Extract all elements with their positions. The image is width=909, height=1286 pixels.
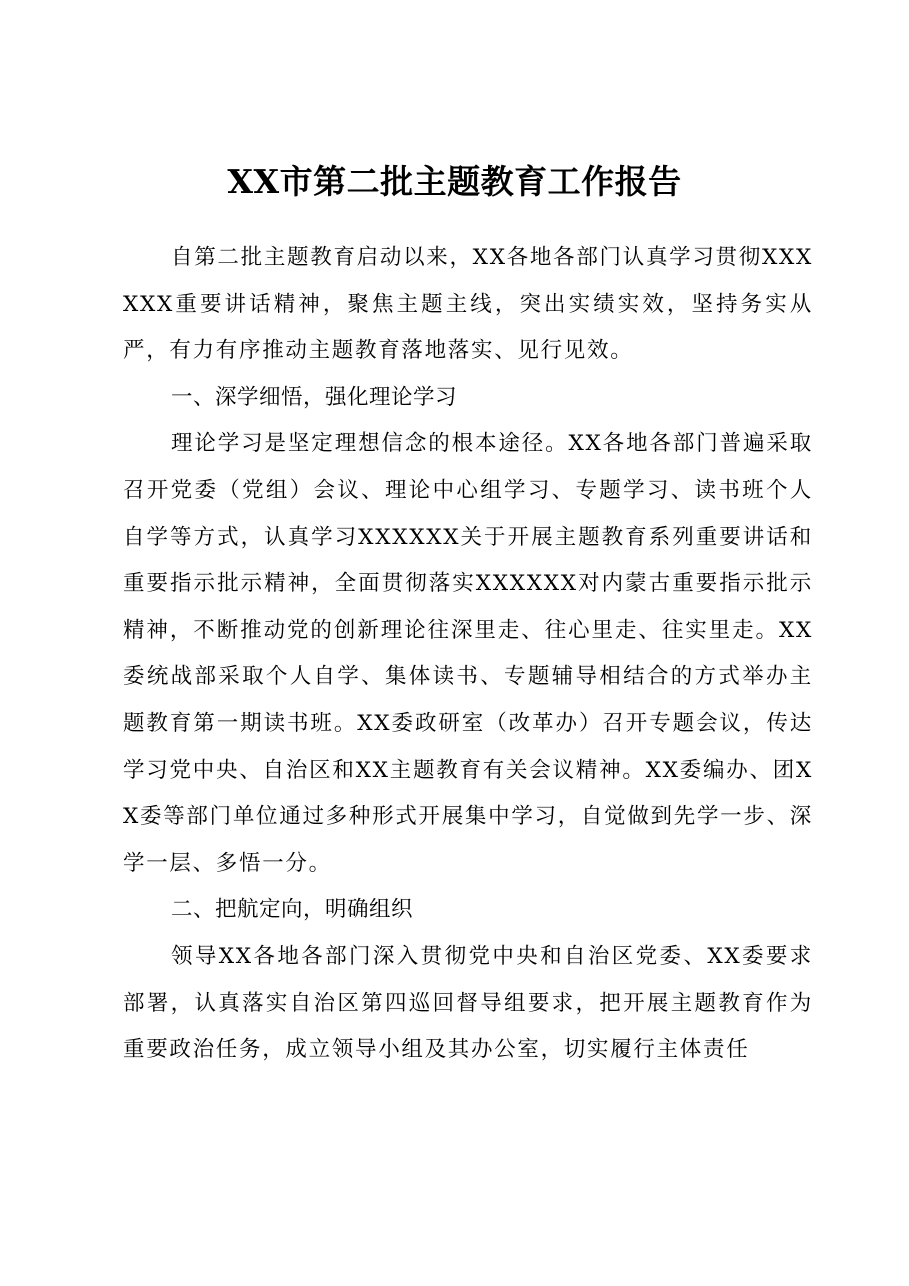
section-heading-2: 二、把航定向，明确组织 [171, 897, 414, 923]
section-2-paragraph: 领导XX各地各部门深入贯彻党中央和自治区党委、XX委要求部署，认真落实自治区第四巡回督导组要求，把开展主题教育作为重要政治任务，成立领导小组及其办公室，切实履行主体责任 [123, 943, 813, 1063]
document-title: XX市第二批主题教育工作报告 [227, 162, 682, 201]
intro-paragraph: 自第二批主题教育启动以来，XX各地各部门认真学习贯彻XXXXXX重要讲话精神，聚焦主题主线，突出实绩实效，坚持务实从严，有力有序推动主题教育落地落实、见行见效。 [123, 245, 813, 364]
section-1-paragraph: 理论学习是坚定理想信念的根本途径。XX各地各部门普遍采取召开党委（党组）会议、理论中心组学习、专题学习、读书班个人自学等方式，认真学习XXXXXX关于开展主题教育系列重要讲话和重要指示批示精神，全面贯彻落实XXXXXX对内蒙古重要指示批示精神，不断推动党的创新理论往深里走、往心里走、往实里走。XX委统战部采取个人自学、集体读书、专题辅导相结合的方式举办主题教育第一期读书班。XX委政研室（改革办）召开专题会议，传达学习党中央、自治区和XX主题教育有关会议精神。XX委编办、团XX委等部门单位通过多种形式开展集中学习，自觉做到先学一步、深学一层、多悟一分。 [123, 431, 813, 876]
document-body [123, 235, 813, 1074]
section-heading-1: 一、深学细悟，强化理论学习 [171, 384, 458, 410]
